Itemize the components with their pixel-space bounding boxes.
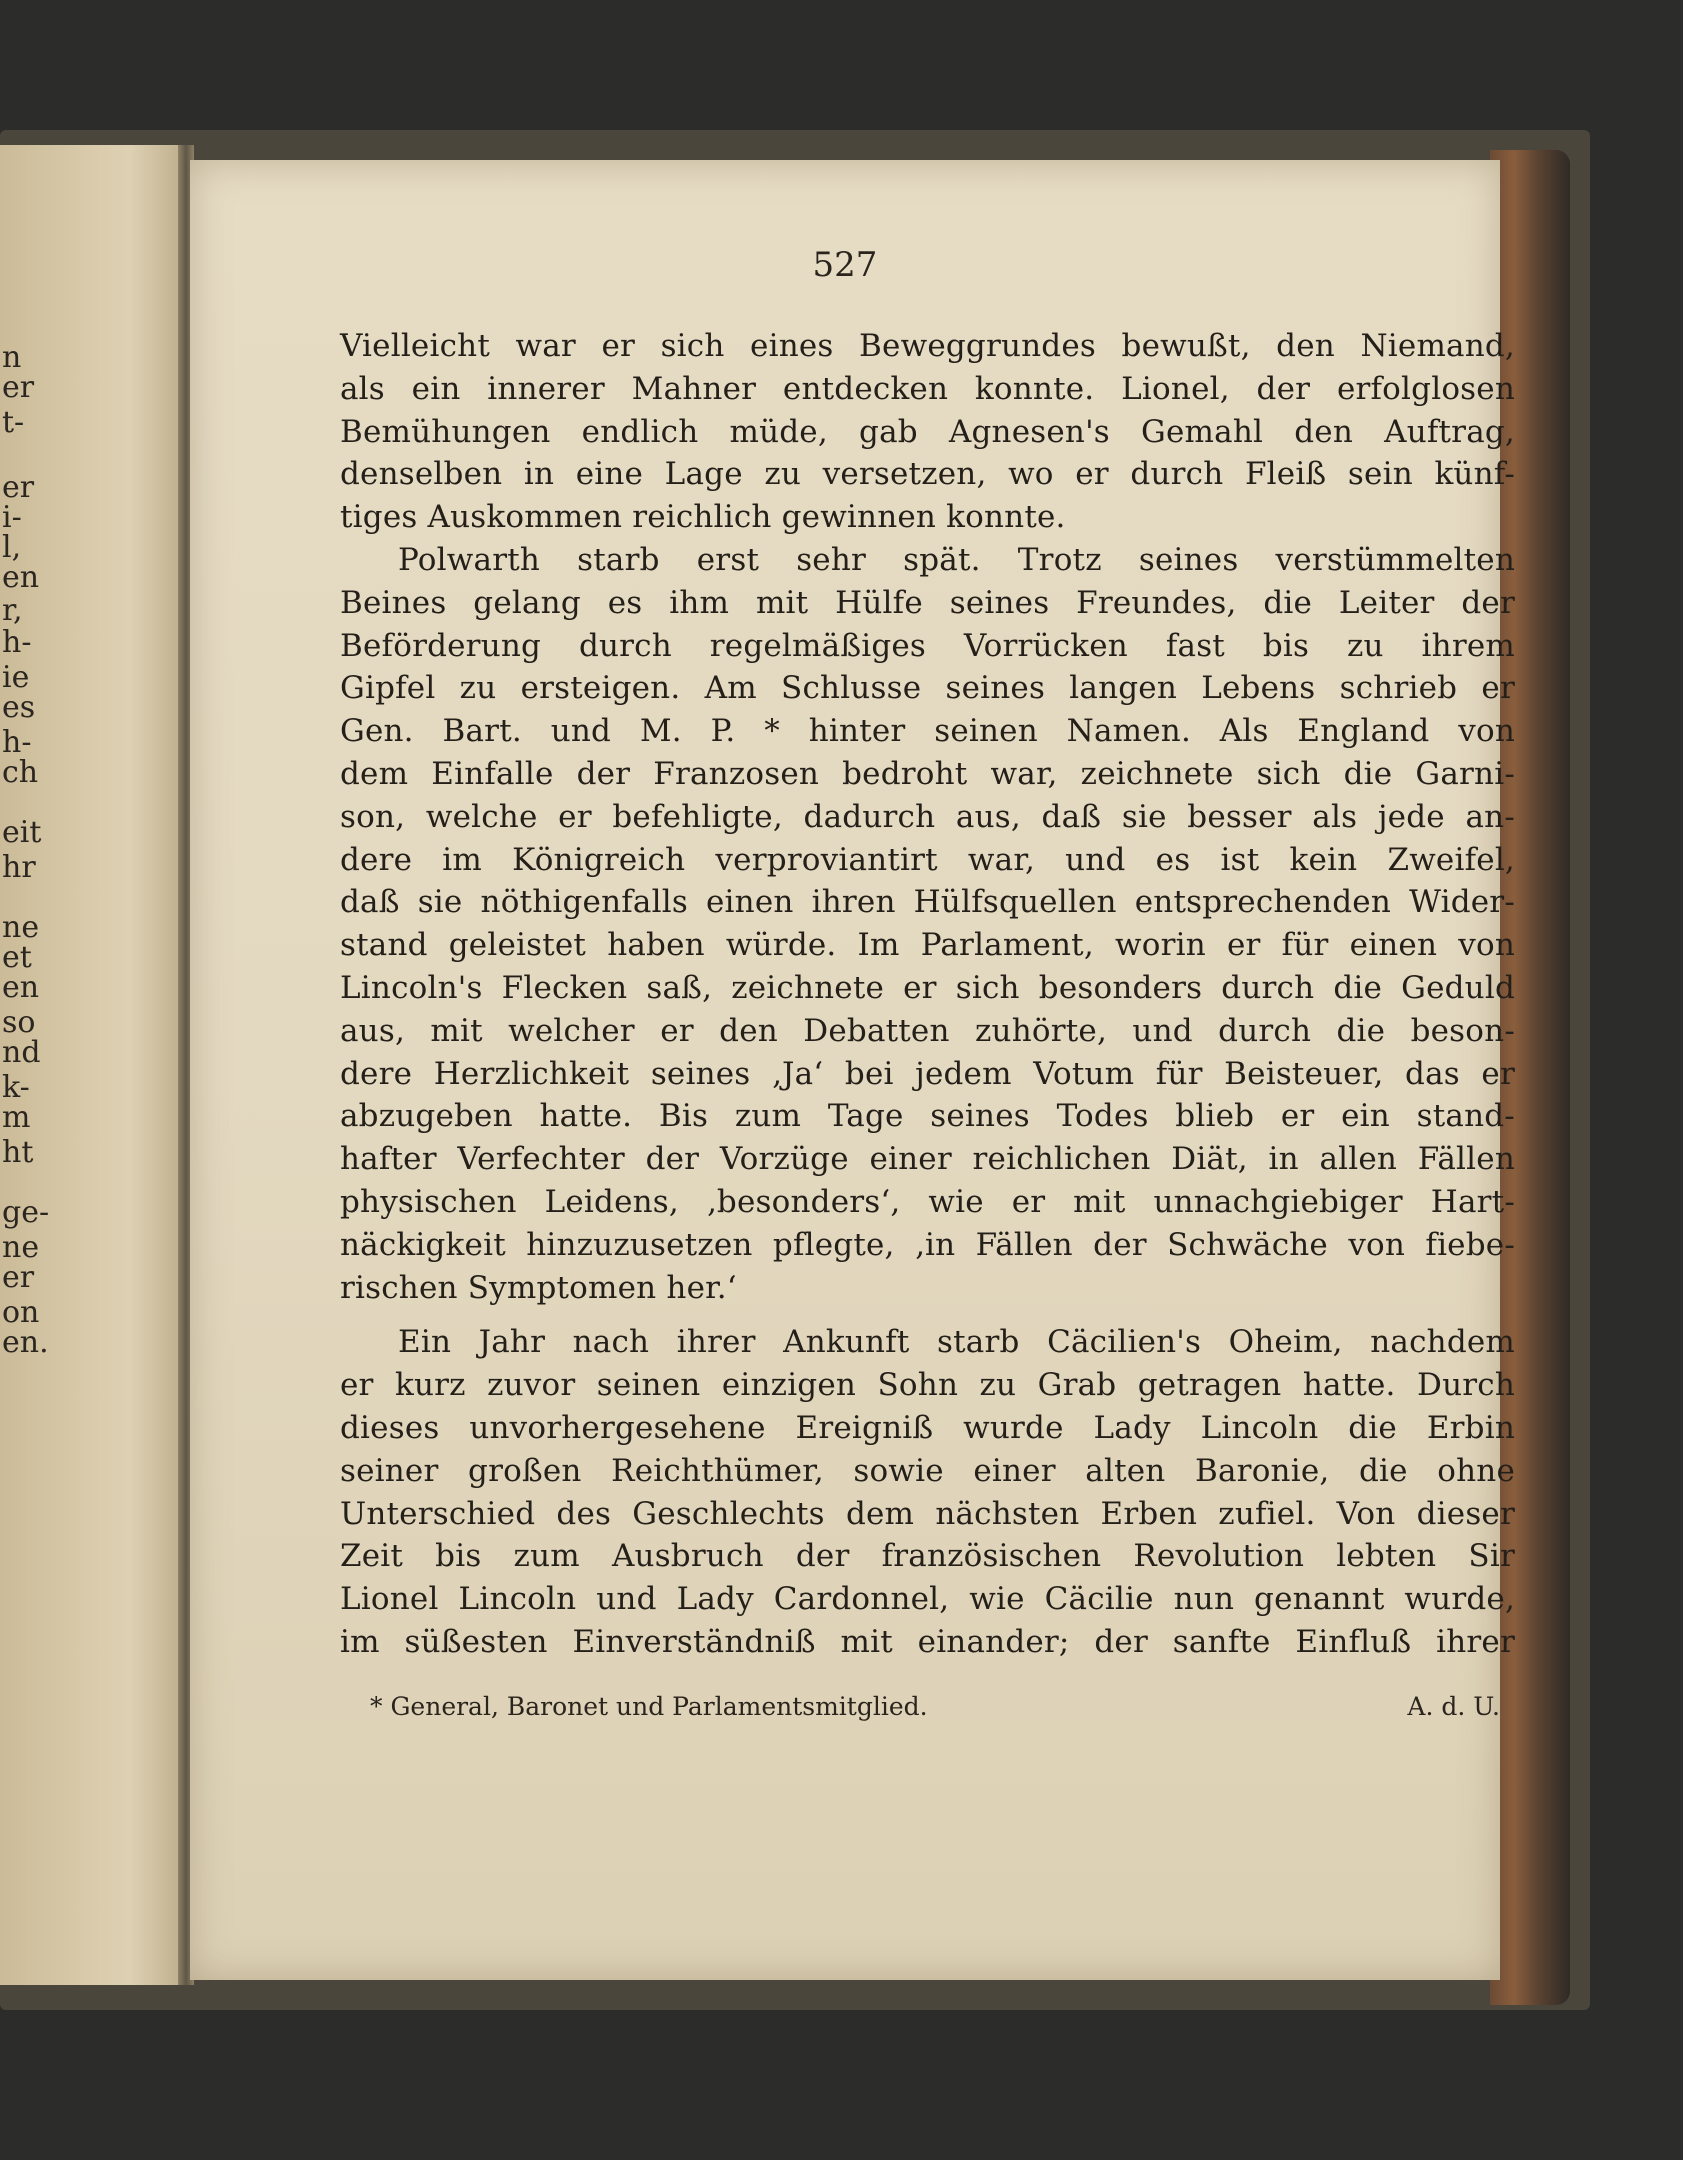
text-line: Gen. Bart. und M. P. * hinter seinen Namen. Als England von bbox=[340, 713, 1515, 750]
footnote bbox=[370, 1692, 1500, 1721]
left-page-fragment: m bbox=[2, 1100, 31, 1135]
page-number: 527 bbox=[812, 245, 878, 285]
left-page-fragment: er bbox=[2, 470, 35, 505]
left-page-fragment: t- bbox=[2, 405, 25, 440]
text-line: stand geleistet haben würde. Im Parlament, worin er für einen von bbox=[340, 927, 1515, 964]
left-page-fragment: ge- bbox=[2, 1195, 50, 1230]
text-line: aus, mit welcher er den Debatten zuhörte, und durch die beson- bbox=[340, 1012, 1515, 1049]
left-page-fragment: i- bbox=[2, 500, 22, 535]
text-line: dere Herzlichkeit seines ‚Ja‘ bei jedem Votum für Beisteuer, das er bbox=[340, 1055, 1515, 1092]
left-page-fragment: eit bbox=[2, 815, 42, 850]
left-page-fragment: nd bbox=[2, 1035, 41, 1070]
text-line: Vielleicht war er sich eines Beweggrundes bewußt, den Niemand, bbox=[340, 328, 1515, 364]
text-line: hafter Verfechter der Vorzüge einer reichlichen Diät, in allen Fällen bbox=[340, 1141, 1515, 1178]
text-line: dieses unvorhergesehene Ereigniß wurde Lady Lincoln die Erbin bbox=[340, 1409, 1515, 1446]
text-line: tiges Auskommen reichlich gewinnen konnte. bbox=[340, 499, 1066, 536]
footnote-text: * General, Baronet und Parlamentsmitglied. bbox=[370, 1692, 928, 1721]
left-page-fragment: so bbox=[2, 1005, 36, 1040]
footnote-attribution: A. d. U. bbox=[1407, 1692, 1500, 1721]
left-page-fragment: en. bbox=[2, 1325, 49, 1360]
left-page-fragment: ht bbox=[2, 1135, 34, 1170]
text-line: Lincoln's Flecken saß, zeichnete er sich besonders durch die Geduld bbox=[340, 969, 1515, 1006]
text-line: daß sie nöthigenfalls einen ihren Hülfsquellen entsprechenden Wider- bbox=[340, 884, 1515, 921]
body-text bbox=[340, 325, 1515, 1664]
text-line: Unterschied des Geschlechts dem nächsten Erben zufiel. Von dieser bbox=[340, 1495, 1515, 1532]
text-line: seiner großen Reichthümer, sowie einer alten Baronie, die ohne bbox=[340, 1452, 1515, 1489]
left-page-fragment: r, bbox=[2, 593, 23, 628]
left-page-fragment: en bbox=[2, 560, 40, 595]
left-page-fragment: ne bbox=[2, 910, 40, 945]
text-line: Bemühungen endlich müde, gab Agnesen's Gemahl den Auftrag, bbox=[340, 413, 1515, 450]
right-page bbox=[190, 160, 1515, 1980]
left-page-fragment: es bbox=[2, 690, 36, 725]
left-page-fragment: on bbox=[2, 1295, 40, 1330]
left-page-fragment: ie bbox=[2, 660, 30, 695]
text-line: abzugeben hatte. Bis zum Tage seines Todes blieb er ein stand- bbox=[340, 1098, 1515, 1135]
text-line: Beines gelang es ihm mit Hülfe seines Freundes, die Leiter der bbox=[340, 584, 1515, 621]
text-line: dem Einfalle der Franzosen bedroht war, zeichnete sich die Garni- bbox=[340, 755, 1515, 792]
text-line: als ein innerer Mahner entdecken konnte. Lionel, der erfolglosen bbox=[340, 370, 1515, 407]
left-page-fragment: h- bbox=[2, 725, 32, 760]
left-page-fragment: er bbox=[2, 1260, 35, 1295]
left-page-fragment: hr bbox=[2, 850, 36, 885]
left-page-fragment: ne bbox=[2, 1230, 40, 1265]
text-line: näckigkeit hinzuzusetzen pflegte, ‚in Fällen der Schwäche von fiebe- bbox=[340, 1226, 1515, 1263]
text-line: denselben in eine Lage zu versetzen, wo er durch Fleiß sein künf- bbox=[340, 456, 1515, 493]
text-line: son, welche er befehligte, dadurch aus, daß sie besser als jede an- bbox=[340, 798, 1515, 835]
text-line: im süßesten Einverständniß mit einander; der sanfte Einfluß ihrer bbox=[340, 1623, 1515, 1660]
text-line: Zeit bis zum Ausbruch der französischen Revolution lebten Sir bbox=[340, 1538, 1515, 1575]
left-page-fragment: n bbox=[2, 340, 22, 375]
left-page-fragment: ch bbox=[2, 755, 39, 790]
text-line: Ein Jahr nach ihrer Ankunft starb Cäcilien's Oheim, nachdem bbox=[398, 1324, 1515, 1361]
left-page-fragment: l, bbox=[2, 530, 22, 565]
text-line: physischen Leidens, ‚besonders‘, wie er mit unnachgiebiger Hart- bbox=[340, 1183, 1515, 1220]
text-line: Lionel Lincoln und Lady Cardonnel, wie Cäcilie nun genannt wurde, bbox=[340, 1581, 1515, 1618]
text-line: Polwarth starb erst sehr spät. Trotz seines verstümmelten bbox=[398, 541, 1515, 578]
text-line: Gipfel zu ersteigen. Am Schlusse seines langen Lebens schrieb er bbox=[340, 670, 1515, 707]
text-line: er kurz zuvor seinen einzigen Sohn zu Grab getragen hatte. Durch bbox=[340, 1367, 1515, 1404]
text-line: rischen Symptomen her.‘ bbox=[340, 1269, 737, 1306]
text-line: Beförderung durch regelmäßiges Vorrücken fast bis zu ihrem bbox=[340, 627, 1515, 664]
left-page-fragment: h- bbox=[2, 625, 32, 660]
left-page-fragment: en bbox=[2, 970, 40, 1005]
left-page-fragment: er bbox=[2, 370, 35, 405]
text-line: dere im Königreich verproviantirt war, und es ist kein Zweifel, bbox=[340, 841, 1515, 878]
paragraph-gap bbox=[340, 1309, 1515, 1321]
left-page bbox=[0, 145, 185, 1985]
left-page-fragment: k- bbox=[2, 1070, 30, 1105]
left-page-fragment: et bbox=[2, 940, 32, 975]
